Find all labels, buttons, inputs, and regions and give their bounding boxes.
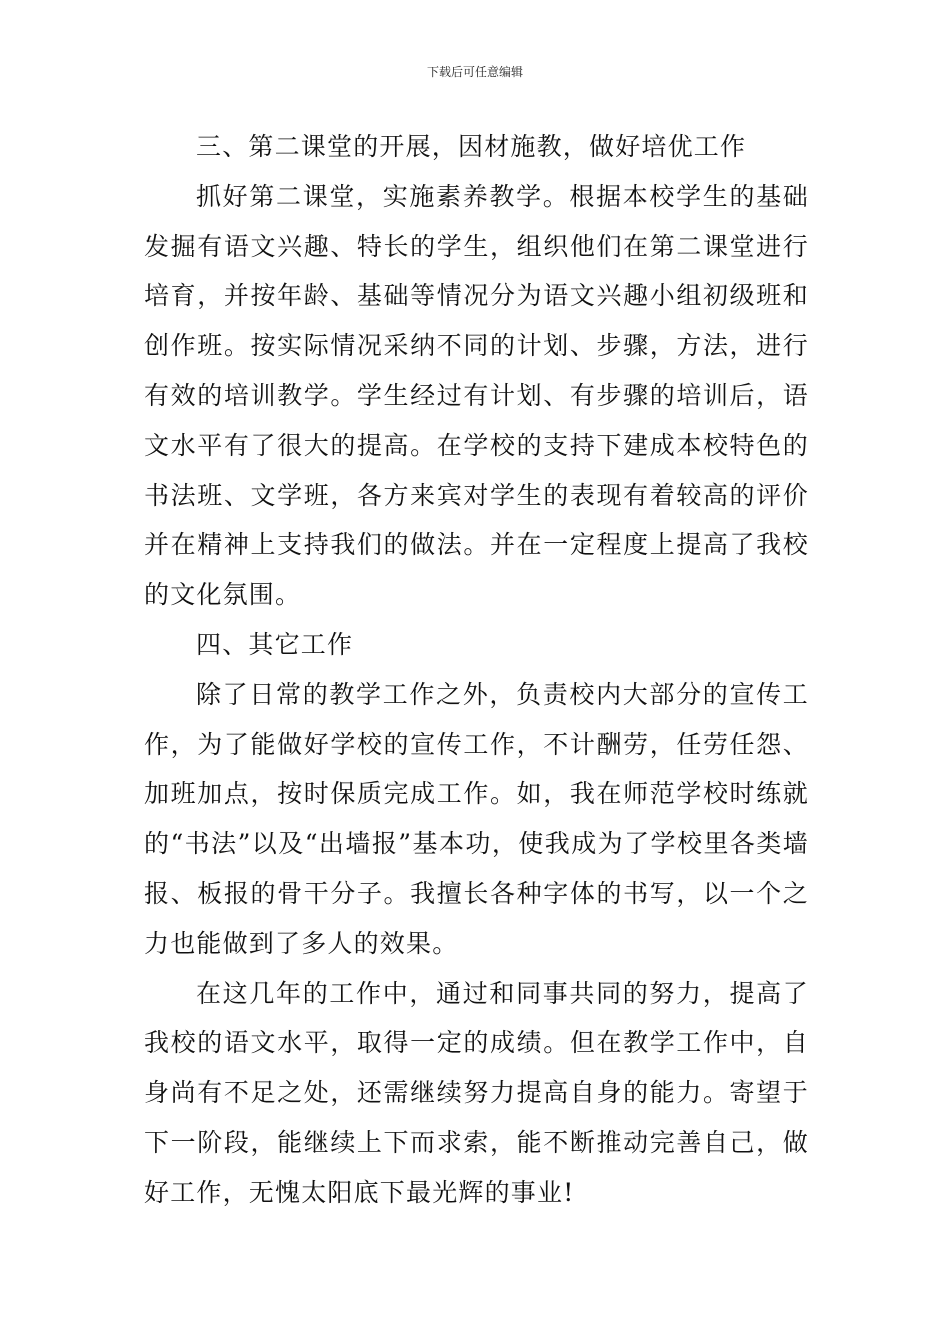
paragraph-second-classroom: 抓好第二课堂，实施素养教学。根据本校学生的基础发掘有语文兴趣、特长的学生，组织他们在第二课堂进行培育，并按年龄、基础等情况分为语文兴趣小组初级班和创作班。按实际情况采纳不同的计划、步骤，方法，进行有效的培训教学。学生经过有计划、有步骤的培训后，语文水平有了很大的提高。在学校的支持下建成本校特色的书法班、文学班，各方来宾对学生的表现有着较高的评价并在精神上支持我们的做法。并在一定程度上提高了我校的文化氛围。 [144, 181, 809, 610]
section-heading-3: 三、第二课堂的开展，因材施教，做好培优工作 [196, 132, 747, 161]
paragraph-other-work: 除了日常的教学工作之外，负责校内大部分的宣传工作，为了能做好学校的宣传工作，不计酬劳，任劳任怨、加班加点，按时保质完成工作。如，我在师范学校时练就的“书法”以及“出墙报”基本功，使我成为了学校里各类墙报、板报的骨干分子。我擅长各种字体的书写，以一个之力也能做到了多人的效果。 [144, 679, 809, 958]
section-heading-4: 四、其它工作 [196, 629, 354, 659]
paragraph-conclusion: 在这几年的工作中，通过和同事共同的努力，提高了我校的语文水平，取得一定的成绩。但在教学工作中，自身尚有不足之处，还需继续努力提高自身的能力。寄望于下一阶段，能继续上下而求索，能不断推动完善自己，做好工作，无愧太阳底下最光辉的事业! [144, 978, 809, 1207]
header-note: 下载后可任意编辑 [426, 65, 523, 79]
document-body [144, 122, 809, 1218]
